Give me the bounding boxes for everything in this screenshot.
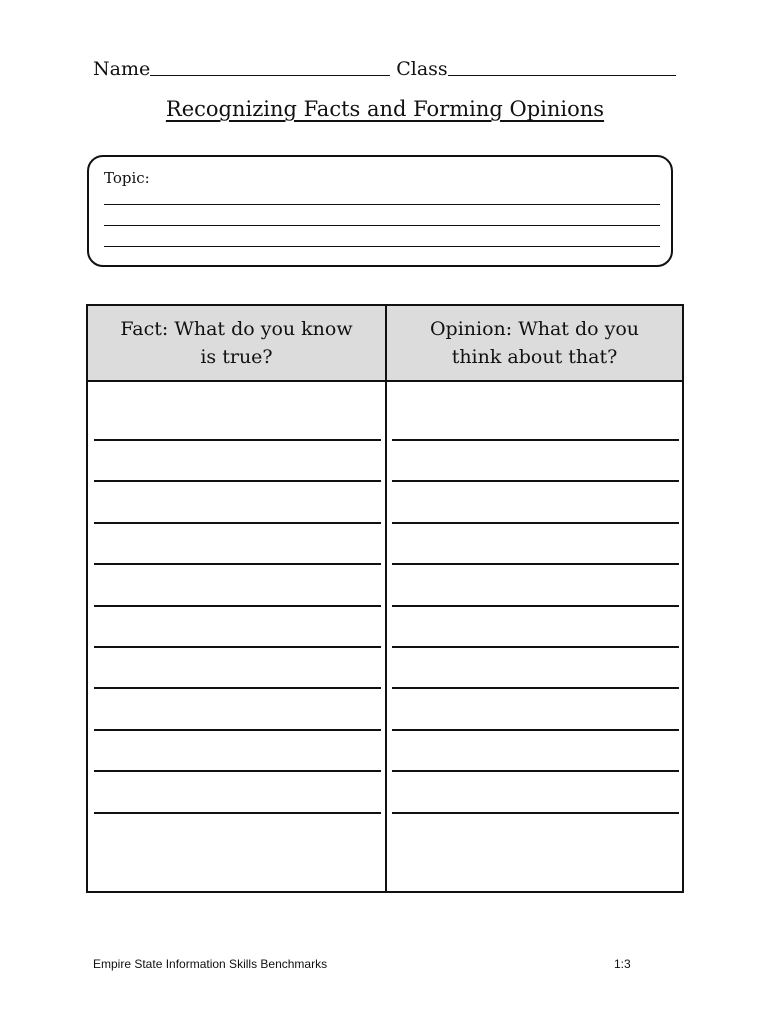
opinion-header-line1: Opinion: What do you <box>429 318 640 340</box>
class-label: Class <box>396 58 448 80</box>
fact-answer-line[interactable] <box>94 770 381 772</box>
name-blank-line[interactable] <box>150 55 390 76</box>
fact-answer-line[interactable] <box>94 605 381 607</box>
opinion-answer-line[interactable] <box>392 605 679 607</box>
column-divider <box>385 306 387 891</box>
class-blank-line[interactable] <box>448 55 676 76</box>
opinion-answer-line[interactable] <box>392 522 679 524</box>
opinion-answer-line[interactable] <box>392 770 679 772</box>
opinion-answer-line[interactable] <box>392 563 679 565</box>
fact-answer-line[interactable] <box>94 439 381 441</box>
topic-blank-line[interactable] <box>104 246 660 247</box>
fact-header-line1: Fact: What do you know <box>120 318 353 340</box>
name-label: Name <box>93 58 151 80</box>
topic-box <box>87 155 673 267</box>
footer-source: Empire State Information Skills Benchmarks <box>93 957 328 971</box>
fact-answer-line[interactable] <box>94 812 381 814</box>
opinion-answer-line[interactable] <box>392 729 679 731</box>
opinion-answer-line[interactable] <box>392 687 679 689</box>
footer-page-number: 1:3 <box>614 957 631 971</box>
opinion-column-header <box>387 310 682 376</box>
opinion-answer-line[interactable] <box>392 439 679 441</box>
worksheet-title-text: Recognizing Facts and Forming Opinions <box>165 97 605 121</box>
fact-answer-line[interactable] <box>94 522 381 524</box>
opinion-answer-line[interactable] <box>392 812 679 814</box>
fact-opinion-table <box>86 304 684 893</box>
fact-answer-line[interactable] <box>94 563 381 565</box>
opinion-answer-line[interactable] <box>392 646 679 648</box>
fact-column-header <box>88 310 385 376</box>
opinion-answer-line[interactable] <box>392 480 679 482</box>
opinion-header-line2: think about that? <box>451 346 618 368</box>
fact-answer-line[interactable] <box>94 646 381 648</box>
fact-answer-line[interactable] <box>94 480 381 482</box>
fact-answer-line[interactable] <box>94 687 381 689</box>
fact-header-line2: is true? <box>200 346 273 368</box>
worksheet-title <box>0 97 770 121</box>
topic-blank-line[interactable] <box>104 204 660 205</box>
topic-blank-line[interactable] <box>104 225 660 226</box>
name-class-row <box>93 50 693 80</box>
topic-label: Topic: <box>104 169 150 187</box>
fact-answer-line[interactable] <box>94 729 381 731</box>
